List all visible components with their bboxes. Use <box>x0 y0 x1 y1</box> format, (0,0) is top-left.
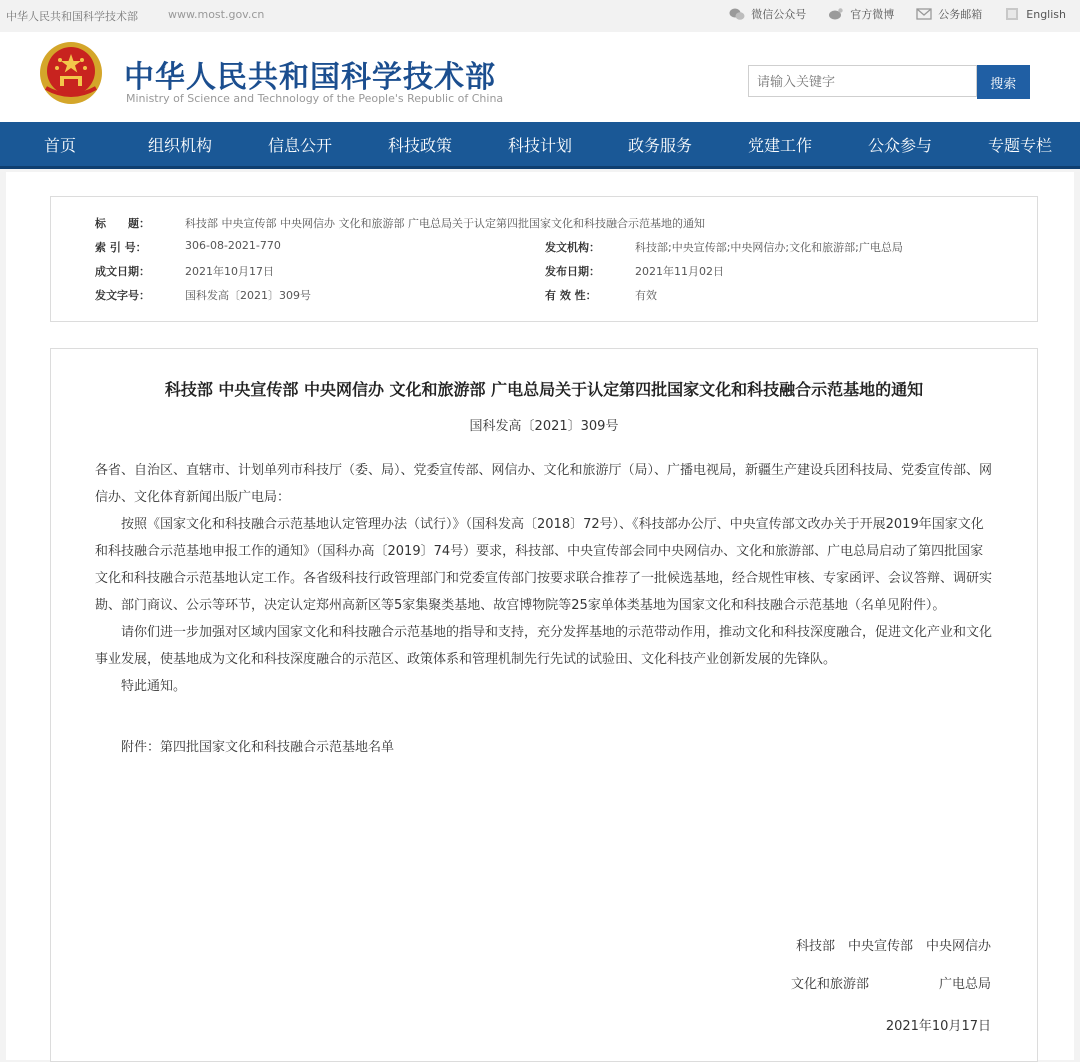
wechat-icon <box>729 7 745 21</box>
article-paragraph-recipients: 各省、自治区、直辖市、计划单列市科技厅（委、局）、党委宣传部、网信办、文化和旅游厅（局）、广播电视局，新疆生产建设兵团科技局、党委宣传部、网信办、文化体育新闻出版广电局： <box>95 463 993 505</box>
search-button[interactable]: 搜索 <box>977 65 1030 99</box>
meta-issuer-value: 科技部;中央宣传部;中央网信办;文化和旅游部;广电总局 <box>635 241 903 254</box>
site-title: 中华人民共和国科学技术部 <box>124 60 496 95</box>
nav-item-home[interactable]: 首页 <box>43 135 76 155</box>
meta-docno-label: 发文字号： <box>95 289 150 302</box>
article-attachment-link[interactable]: 附件：第四批国家文化和科技融合示范基地名单 <box>121 740 395 755</box>
mail-icon <box>916 7 932 21</box>
meta-row-dates <box>95 263 993 285</box>
article-doc-number: 国科发高〔2021〕309号 <box>469 419 619 434</box>
nav-item-policy[interactable]: 科技政策 <box>387 135 452 155</box>
meta-issuer-label: 发文机构： <box>545 241 600 254</box>
meta-validity-value: 有效 <box>635 289 657 302</box>
top-bar <box>0 0 1080 33</box>
weibo-icon <box>828 7 844 21</box>
meta-row-title <box>95 215 993 237</box>
signature-nrta: 广电总局 <box>938 977 991 992</box>
signature-date: 2021年10月17日 <box>885 1019 991 1034</box>
search-bar <box>748 65 1030 99</box>
nav-item-program[interactable]: 科技计划 <box>507 135 572 155</box>
weibo-link-label: 官方微博 <box>850 8 895 21</box>
mail-link[interactable] <box>916 6 982 22</box>
wechat-link[interactable] <box>729 6 806 22</box>
meta-row-docno <box>95 287 993 309</box>
meta-published-value: 2021年11月02日 <box>635 265 724 278</box>
nav-item-organization[interactable]: 组织机构 <box>147 135 212 155</box>
national-emblem-icon[interactable] <box>38 40 104 106</box>
nav-item-topics[interactable]: 专题专栏 <box>987 135 1052 155</box>
main-nav <box>0 122 1080 169</box>
top-links <box>729 6 1066 22</box>
mail-link-label: 公务邮箱 <box>938 8 983 21</box>
article-paragraph-main: 按照《国家文化和科技融合示范基地认定管理办法（试行）》（国科发高〔2018〕72号）、《科技部办公厅、中央宣传部文改办关于开展2019年国家文化和科技融合示范基地申报工作的通知》（国科办高〔2019〕74号）要求，科技部、中央宣传部会同中央网信办、文化和旅游部、广电总局启动了第四批国家文化和科技融合示范基地认定工作。各省级科技行政管理部门和党委宣传部门按要求联合推荐了一批候选基地，经合规性审核、专家函评、会议答辩、调研实勘、部门商议、公示等环节，决定认定郑州高新区等5家集聚类基地、故宫博物院等25家单体类基地为国家文化和科技融合示范基地（名单见附件）。 <box>95 517 993 613</box>
site-name[interactable]: 中华人民共和国科学技术部 <box>6 10 138 23</box>
content-area <box>6 172 1074 1060</box>
english-icon <box>1004 7 1020 21</box>
meta-title-label: 标 题： <box>95 217 150 230</box>
article-body <box>95 457 993 761</box>
article <box>50 348 1038 1062</box>
meta-row-index <box>95 239 993 261</box>
meta-validity-label: 有 效 性： <box>545 289 597 302</box>
meta-title-value: 科技部 中央宣传部 中央网信办 文化和旅游部 广电总局关于认定第四批国家文化和科技融合示范基地的通知 <box>185 217 705 230</box>
article-title: 科技部 中央宣传部 中央网信办 文化和旅游部 广电总局关于认定第四批国家文化和科技融合示范基地的通知 <box>164 380 924 399</box>
wechat-link-label: 微信公众号 <box>751 8 807 21</box>
article-paragraph-request: 请你们进一步加强对区域内国家文化和科技融合示范基地的指导和支持，充分发挥基地的示范带动作用，推动文化和科技深度融合，促进文化产业和文化事业发展，使基地成为文化和科技深度融合的示范区、政策体系和管理机制先行先试的试验田、文化科技产业创新发展的先锋队。 <box>95 625 993 667</box>
site-url[interactable]: www.most.gov.cn <box>168 8 265 21</box>
document-metadata <box>50 196 1038 322</box>
search-input[interactable] <box>748 65 977 97</box>
signature-line-2 <box>791 973 991 992</box>
english-link-label: English <box>1026 7 1066 21</box>
site-subtitle: Ministry of Science and Technology of the People's Republic of China <box>126 92 504 105</box>
nav-item-services[interactable]: 政务服务 <box>627 135 692 155</box>
meta-docno-value: 国科发高〔2021〕309号 <box>185 289 311 302</box>
meta-index-label: 索 引 号： <box>95 241 147 254</box>
meta-index-value: 306-08-2021-770 <box>185 239 281 252</box>
signature-culture-tourism: 文化和旅游部 <box>790 977 869 992</box>
signature-line-1: 科技部 中央宣传部 中央网信办 <box>795 939 991 954</box>
nav-item-information[interactable]: 信息公开 <box>267 135 332 155</box>
meta-created-value: 2021年10月17日 <box>185 265 274 278</box>
meta-published-label: 发布日期： <box>545 265 600 278</box>
weibo-link[interactable] <box>828 6 894 22</box>
english-link[interactable] <box>1004 6 1066 22</box>
meta-created-label: 成文日期： <box>95 265 150 278</box>
article-paragraph-notice: 特此通知。 <box>121 679 187 694</box>
nav-item-public[interactable]: 公众参与 <box>867 135 932 155</box>
nav-item-party[interactable]: 党建工作 <box>747 135 812 155</box>
site-header <box>0 32 1080 122</box>
